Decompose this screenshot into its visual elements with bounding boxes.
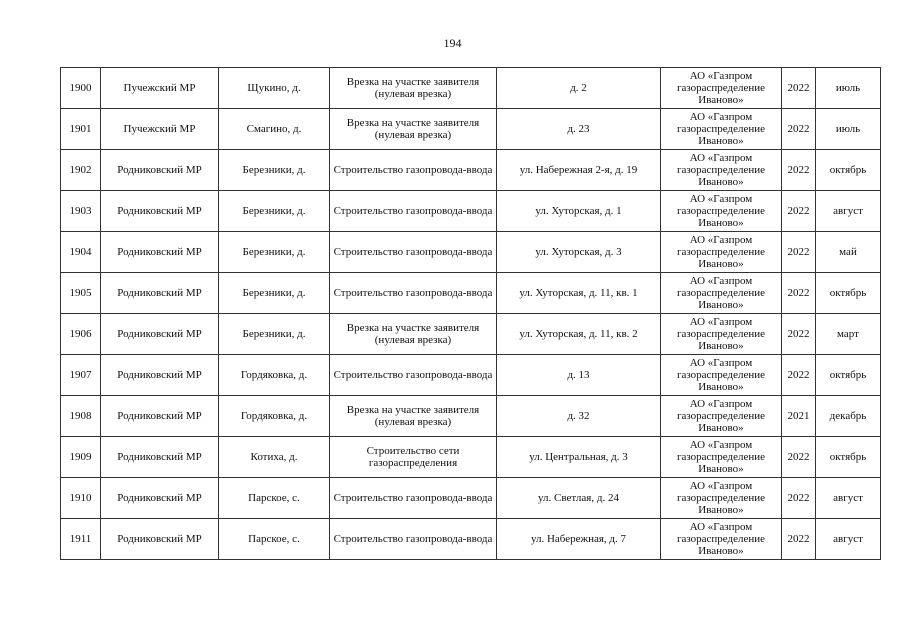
work-type-cell: Строительство газопровода-ввода	[330, 150, 497, 191]
address-cell: д. 32	[497, 396, 661, 437]
year-cell: 2022	[782, 191, 816, 232]
year-cell: 2022	[782, 150, 816, 191]
locality-cell: Березники, д.	[219, 150, 330, 191]
district-cell: Родниковский МР	[101, 355, 219, 396]
month-cell: август	[816, 478, 881, 519]
district-cell: Пучежский МР	[101, 68, 219, 109]
year-cell: 2022	[782, 314, 816, 355]
address-cell: ул. Набережная, д. 7	[497, 519, 661, 560]
locality-cell: Щукино, д.	[219, 68, 330, 109]
address-cell: ул. Набережная 2-я, д. 19	[497, 150, 661, 191]
table-body	[61, 68, 881, 560]
year-cell: 2022	[782, 478, 816, 519]
row-number-cell: 1911	[61, 519, 101, 560]
table-row	[61, 355, 881, 396]
organization-cell: АО «Газпром газораспределение Иваново»	[661, 478, 782, 519]
organization-cell: АО «Газпром газораспределение Иваново»	[661, 109, 782, 150]
work-type-cell: Строительство сети газораспределения	[330, 437, 497, 478]
work-type-cell: Строительство газопровода-ввода	[330, 355, 497, 396]
district-cell: Родниковский МР	[101, 478, 219, 519]
address-cell: ул. Хуторская, д. 11, кв. 1	[497, 273, 661, 314]
row-number-cell: 1910	[61, 478, 101, 519]
organization-cell: АО «Газпром газораспределение Иваново»	[661, 355, 782, 396]
address-cell: ул. Хуторская, д. 1	[497, 191, 661, 232]
organization-cell: АО «Газпром газораспределение Иваново»	[661, 68, 782, 109]
month-cell: август	[816, 191, 881, 232]
work-type-cell: Строительство газопровода-ввода	[330, 232, 497, 273]
organization-cell: АО «Газпром газораспределение Иваново»	[661, 232, 782, 273]
work-type-cell: Строительство газопровода-ввода	[330, 478, 497, 519]
locality-cell: Березники, д.	[219, 191, 330, 232]
district-cell: Родниковский МР	[101, 191, 219, 232]
month-cell: май	[816, 232, 881, 273]
work-type-cell: Строительство газопровода-ввода	[330, 519, 497, 560]
month-cell: август	[816, 519, 881, 560]
month-cell: март	[816, 314, 881, 355]
row-number-cell: 1908	[61, 396, 101, 437]
month-cell: октябрь	[816, 150, 881, 191]
year-cell: 2022	[782, 519, 816, 560]
organization-cell: АО «Газпром газораспределение Иваново»	[661, 273, 782, 314]
work-type-cell: Врезка на участке заявителя (нулевая врезка)	[330, 109, 497, 150]
table-row	[61, 519, 881, 560]
address-cell: ул. Хуторская, д. 11, кв. 2	[497, 314, 661, 355]
table-row	[61, 437, 881, 478]
table-row	[61, 68, 881, 109]
year-cell: 2022	[782, 355, 816, 396]
work-type-cell: Врезка на участке заявителя (нулевая врезка)	[330, 68, 497, 109]
address-cell: д. 23	[497, 109, 661, 150]
work-type-cell: Врезка на участке заявителя (нулевая врезка)	[330, 396, 497, 437]
district-cell: Пучежский МР	[101, 109, 219, 150]
locality-cell: Березники, д.	[219, 314, 330, 355]
page-number: 194	[443, 36, 462, 50]
locality-cell: Березники, д.	[219, 273, 330, 314]
organization-cell: АО «Газпром газораспределение Иваново»	[661, 150, 782, 191]
year-cell: 2022	[782, 109, 816, 150]
organization-cell: АО «Газпром газораспределение Иваново»	[661, 191, 782, 232]
address-cell: д. 13	[497, 355, 661, 396]
work-type-cell: Врезка на участке заявителя (нулевая врезка)	[330, 314, 497, 355]
district-cell: Родниковский МР	[101, 519, 219, 560]
table-row	[61, 396, 881, 437]
organization-cell: АО «Газпром газораспределение Иваново»	[661, 519, 782, 560]
address-cell: ул. Центральная, д. 3	[497, 437, 661, 478]
table-row	[61, 109, 881, 150]
row-number-cell: 1906	[61, 314, 101, 355]
locality-cell: Гордяковка, д.	[219, 396, 330, 437]
locality-cell: Березники, д.	[219, 232, 330, 273]
organization-cell: АО «Газпром газораспределение Иваново»	[661, 437, 782, 478]
year-cell: 2021	[782, 396, 816, 437]
organization-cell: АО «Газпром газораспределение Иваново»	[661, 314, 782, 355]
district-cell: Родниковский МР	[101, 314, 219, 355]
locality-cell: Парское, с.	[219, 519, 330, 560]
year-cell: 2022	[782, 437, 816, 478]
month-cell: декабрь	[816, 396, 881, 437]
locality-cell: Котиха, д.	[219, 437, 330, 478]
table-row	[61, 232, 881, 273]
row-number-cell: 1903	[61, 191, 101, 232]
month-cell: октябрь	[816, 273, 881, 314]
row-number-cell: 1907	[61, 355, 101, 396]
row-number-cell: 1904	[61, 232, 101, 273]
row-number-cell: 1905	[61, 273, 101, 314]
table-row	[61, 150, 881, 191]
district-cell: Родниковский МР	[101, 273, 219, 314]
district-cell: Родниковский МР	[101, 232, 219, 273]
month-cell: июль	[816, 68, 881, 109]
address-cell: д. 2	[497, 68, 661, 109]
district-cell: Родниковский МР	[101, 150, 219, 191]
district-cell: Родниковский МР	[101, 437, 219, 478]
row-number-cell: 1909	[61, 437, 101, 478]
address-cell: ул. Светлая, д. 24	[497, 478, 661, 519]
locality-cell: Гордяковка, д.	[219, 355, 330, 396]
locality-cell: Парское, с.	[219, 478, 330, 519]
month-cell: октябрь	[816, 355, 881, 396]
locality-cell: Смагино, д.	[219, 109, 330, 150]
gasification-table	[60, 67, 881, 560]
row-number-cell: 1901	[61, 109, 101, 150]
organization-cell: АО «Газпром газораспределение Иваново»	[661, 396, 782, 437]
table-row	[61, 478, 881, 519]
row-number-cell: 1902	[61, 150, 101, 191]
work-type-cell: Строительство газопровода-ввода	[330, 273, 497, 314]
table-row	[61, 314, 881, 355]
month-cell: июль	[816, 109, 881, 150]
year-cell: 2022	[782, 68, 816, 109]
table-row	[61, 273, 881, 314]
year-cell: 2022	[782, 232, 816, 273]
address-cell: ул. Хуторская, д. 3	[497, 232, 661, 273]
month-cell: октябрь	[816, 437, 881, 478]
year-cell: 2022	[782, 273, 816, 314]
district-cell: Родниковский МР	[101, 396, 219, 437]
work-type-cell: Строительство газопровода-ввода	[330, 191, 497, 232]
row-number-cell: 1900	[61, 68, 101, 109]
table-row	[61, 191, 881, 232]
